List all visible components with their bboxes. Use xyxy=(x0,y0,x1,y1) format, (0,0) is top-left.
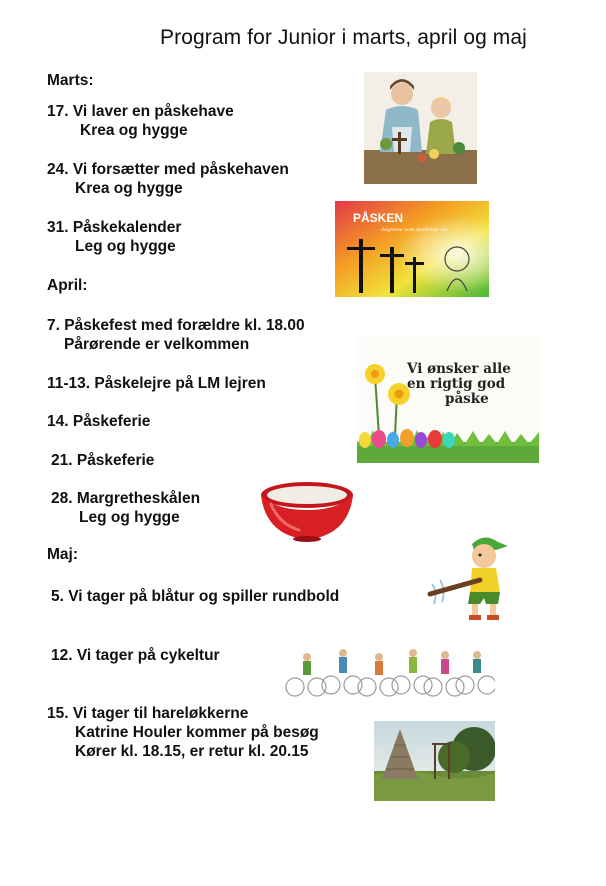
greeting-line-1: Vi ønsker alle xyxy=(407,361,511,377)
entry-subtitle: Katrine Houler kommer på besøg xyxy=(75,724,319,741)
entry-subtitle: Krea og hygge xyxy=(80,122,188,139)
entry-31-marts xyxy=(47,218,181,256)
entry-17-marts xyxy=(47,102,234,140)
easter-garden-illustration xyxy=(364,72,477,184)
entry-title: 14. Påskeferie xyxy=(47,413,151,430)
entry-title: 11-13. Påskelejre på LM lejren xyxy=(47,375,266,392)
month-heading-maj: Maj: xyxy=(47,546,78,563)
entry-subtitle: Leg og hygge xyxy=(75,238,176,255)
red-bowl-image xyxy=(259,480,355,542)
entry-subtitle: Pårørende er velkommen xyxy=(64,336,250,353)
greeting-line-2: en rigtig god xyxy=(407,376,506,392)
greeting-line-3: påske xyxy=(445,391,489,407)
entry-subtitle: Leg og hygge xyxy=(79,509,180,526)
entry-title: 12. Vi tager på cykeltur xyxy=(51,647,220,664)
entry-title: 31. Påskekalender xyxy=(47,219,182,236)
entry-title: 28. Margretheskålen xyxy=(51,490,201,507)
entry-5-maj xyxy=(51,587,339,606)
entry-title: 7. Påskefest med forældre kl. 18.00 xyxy=(47,317,305,334)
page-title: Program for Junior i marts, april og maj xyxy=(160,26,527,49)
entry-detail: Kører kl. 18.15, er retur kl. 20.15 xyxy=(75,743,309,760)
month-heading-april: April: xyxy=(47,277,88,294)
entry-28-april xyxy=(51,489,200,527)
hareloekkerne-landscape-image xyxy=(374,721,495,801)
entry-title: 17. Vi laver en påskehave xyxy=(47,103,234,120)
entry-title: 24. Vi forsætter med påskehaven xyxy=(47,161,289,178)
entry-14-april xyxy=(47,412,150,431)
entry-7-april xyxy=(47,316,305,354)
entry-24-marts xyxy=(47,160,289,198)
easter-greeting-text xyxy=(407,362,511,407)
easter-greeting-image xyxy=(357,336,539,463)
paasken-banner-title: PÅSKEN xyxy=(353,211,404,225)
entry-title: 5. Vi tager på blåtur og spiller rundbold xyxy=(51,588,340,605)
paasken-banner-image xyxy=(335,201,489,297)
paasken-banner-tagline: døgnene som ændrede alt xyxy=(381,227,448,233)
entry-15-maj xyxy=(47,704,319,761)
entry-title: 15. Vi tager til hareløkkerne xyxy=(47,705,249,722)
boy-playing-rundbold-image xyxy=(424,532,518,622)
entry-title: 21. Påskeferie xyxy=(51,452,155,469)
entry-11-13-april xyxy=(47,374,266,393)
month-heading-marts: Marts: xyxy=(47,72,94,89)
cyclists-image xyxy=(283,635,495,700)
entry-12-maj xyxy=(51,646,220,665)
entry-subtitle: Krea og hygge xyxy=(75,180,183,197)
entry-21-april xyxy=(51,451,154,470)
